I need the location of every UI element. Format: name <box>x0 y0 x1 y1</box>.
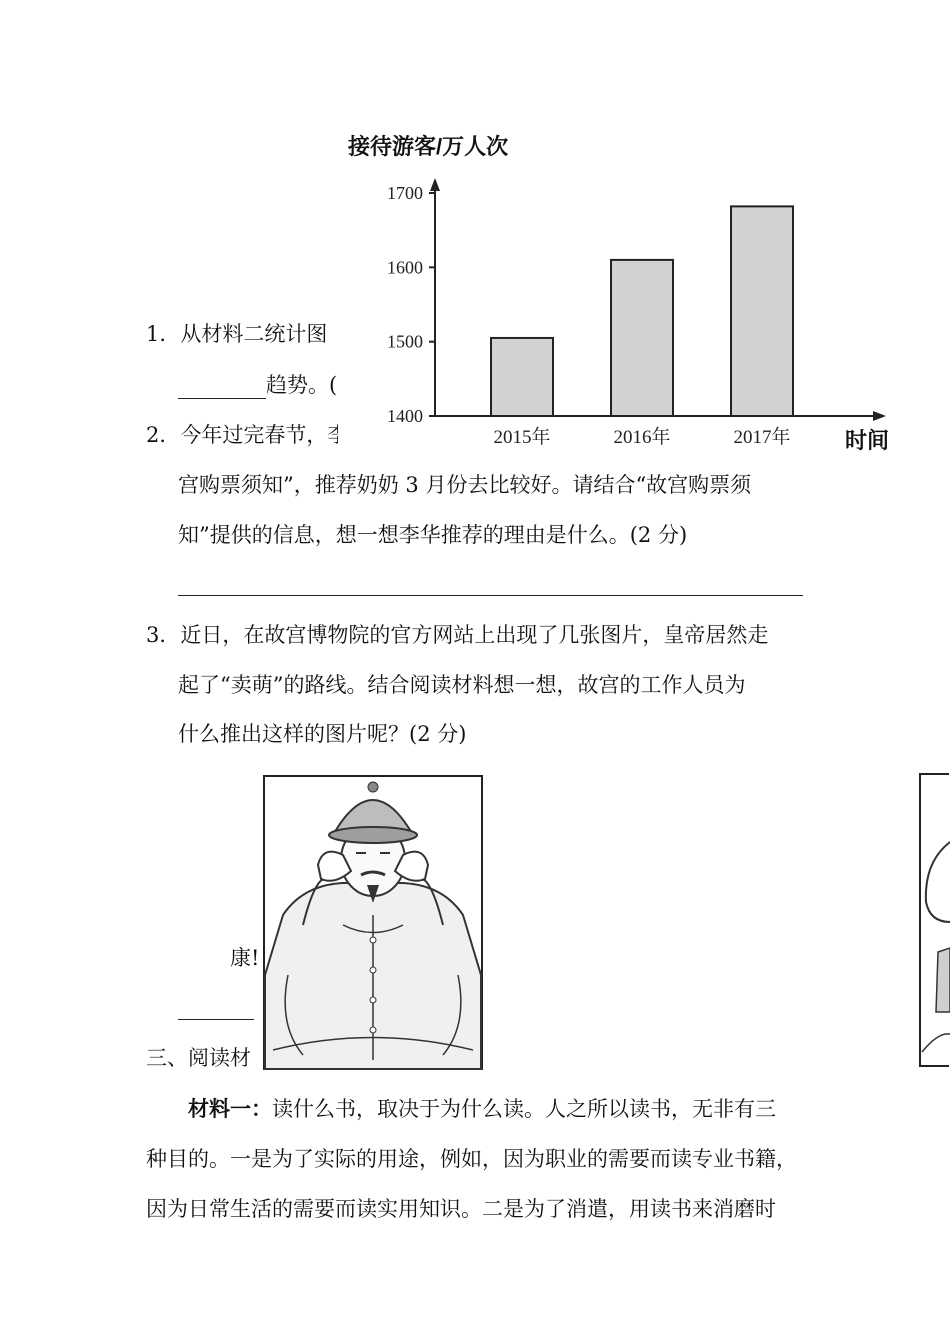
question-3-line-3: 什么推出这样的图片呢？(2 分) <box>178 722 467 746</box>
x-ticks <box>493 426 790 448</box>
answer-blank[interactable] <box>178 372 266 399</box>
question-3-line-1: 3．近日，在故宫博物院的官方网站上出现了几张图片，皇帝居然走 <box>146 623 769 647</box>
question-1-text: 1．从材料二统计图 <box>146 322 328 346</box>
question-2-line-1: 2．今年过完春节，李 <box>146 423 349 447</box>
answer-line[interactable] <box>178 595 803 596</box>
question-1 <box>146 321 327 347</box>
material-1-line-2: 种目的。一是为了实际的用途，例如，因为职业的需要而读专业书籍， <box>146 1147 797 1171</box>
emperor-cartoon-icon <box>263 775 483 1070</box>
material-1-text: 读什么书，取决于为什么读。人之所以读书，无非有三 <box>272 1097 776 1121</box>
x-axis-label: 时间 <box>845 428 890 453</box>
bars <box>491 206 793 416</box>
material-1-line-1 <box>188 1096 776 1122</box>
y-tick-label: 1600 <box>387 257 423 278</box>
y-tick-label: 1500 <box>387 331 423 352</box>
y-ticks <box>387 183 435 426</box>
x-axis-arrow-icon <box>873 411 886 421</box>
x-tick-label: 2015年 <box>493 427 551 448</box>
bar-2017年 <box>731 206 793 416</box>
answer-line-short[interactable] <box>178 1019 254 1020</box>
question-3-line-2: 起了“卖萌”的路线。结合阅读材料想一想，故宫的工作人员为 <box>178 673 746 697</box>
y-tick-label: 1700 <box>387 183 423 203</box>
question-1-answer-line <box>178 372 337 399</box>
question-1-suffix: 趋势。( <box>266 373 338 397</box>
bar-2016年 <box>611 260 673 416</box>
section-heading: 三、阅读材 <box>146 1046 251 1070</box>
cropped-cartoon-icon <box>918 772 950 1068</box>
material-1-label: 材料一： <box>188 1096 272 1121</box>
caption-fragment: 康! <box>230 946 260 970</box>
y-axis-label: 接待游客/万人次 <box>348 134 509 159</box>
x-tick-label: 2017年 <box>733 427 791 448</box>
y-tick-label: 1400 <box>387 406 423 426</box>
question-2-line-2: 宫购票须知”，推荐奶奶 3 月份去比较好。请结合“故宫购票须 <box>178 473 752 497</box>
visitor-bar-chart <box>338 118 898 463</box>
y-axis-arrow-icon <box>430 178 440 191</box>
x-tick-label: 2016年 <box>613 427 671 448</box>
material-1-line-3: 因为日常生活的需要而读实用知识。二是为了消遣，用读书来消磨时 <box>146 1197 776 1221</box>
bar-2015年 <box>491 338 553 416</box>
question-2-line-3: 知”提供的信息，想一想李华推荐的理由是什么。(2 分) <box>178 523 688 547</box>
